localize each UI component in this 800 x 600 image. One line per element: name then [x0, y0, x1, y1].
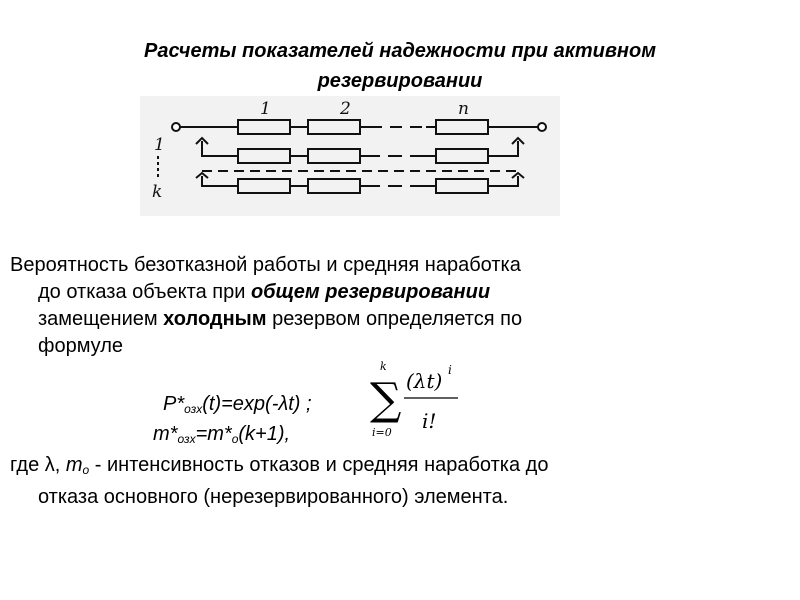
element-label-2: 2	[340, 99, 351, 119]
para-line-2	[10, 279, 780, 306]
sigma-icon: ∑	[370, 374, 402, 425]
para-line-3-suffix: резервом определяется по	[266, 308, 523, 330]
footer-m-sub: о	[82, 463, 90, 477]
sum-upper-limit: k	[380, 360, 387, 373]
para-line-2-text: до отказа объекта при	[38, 281, 251, 303]
footer-line-2: отказа основного (нерезервированного) элемента.	[38, 486, 509, 508]
sum-formula	[366, 356, 466, 442]
formula-m-sub: озх	[177, 432, 196, 446]
para-line-3	[10, 306, 780, 333]
footer-line-1-prefix: где λ,	[10, 454, 66, 476]
formula-p-lhs: P*	[163, 393, 185, 415]
title-line-1: Расчеты показателей надежности при активном	[143, 40, 657, 62]
sum-lower-limit: i=0	[372, 426, 392, 439]
definitions-paragraph	[10, 452, 780, 511]
element-label-n: n	[458, 99, 469, 119]
footer-m-symbol: m	[65, 454, 83, 476]
footer-line-1	[10, 454, 548, 476]
formula-m-sub2: о	[231, 432, 239, 446]
reserve-label-1: 1	[154, 135, 165, 155]
sum-denominator: i!	[422, 409, 437, 433]
title-line-2: резервировании	[317, 70, 483, 92]
reserve-circuit-diagram	[140, 96, 560, 216]
para-line-1: Вероятность безотказной работы и средняя наработка	[10, 254, 521, 276]
formula-m-lhs: m*	[153, 423, 178, 445]
formula-probability	[163, 393, 312, 416]
reserve-label-k: k	[152, 182, 163, 202]
formula-m-rest: (k+1),	[238, 423, 291, 445]
description-paragraph	[10, 252, 780, 360]
cold-emphasis: холодным	[163, 308, 267, 330]
formula-m-eq: =m*	[195, 423, 232, 445]
formula-p-mid: (t)=exp(-λt) ;	[202, 393, 312, 415]
sum-exponent: i	[448, 363, 452, 377]
para-line-4: формуле	[38, 335, 124, 357]
para-line-3-prefix: замещением	[38, 308, 164, 330]
element-label-1: 1	[260, 99, 271, 119]
footer-line-1-rest: - интенсивность отказов и средняя наработка до	[89, 454, 549, 476]
page-title	[40, 36, 760, 96]
general-reservation-emphasis: общем резервировании	[250, 281, 491, 303]
formula-p-sub: озх	[184, 402, 203, 416]
sum-numerator: (λt)	[406, 369, 443, 393]
formula-mean-time	[153, 423, 290, 446]
